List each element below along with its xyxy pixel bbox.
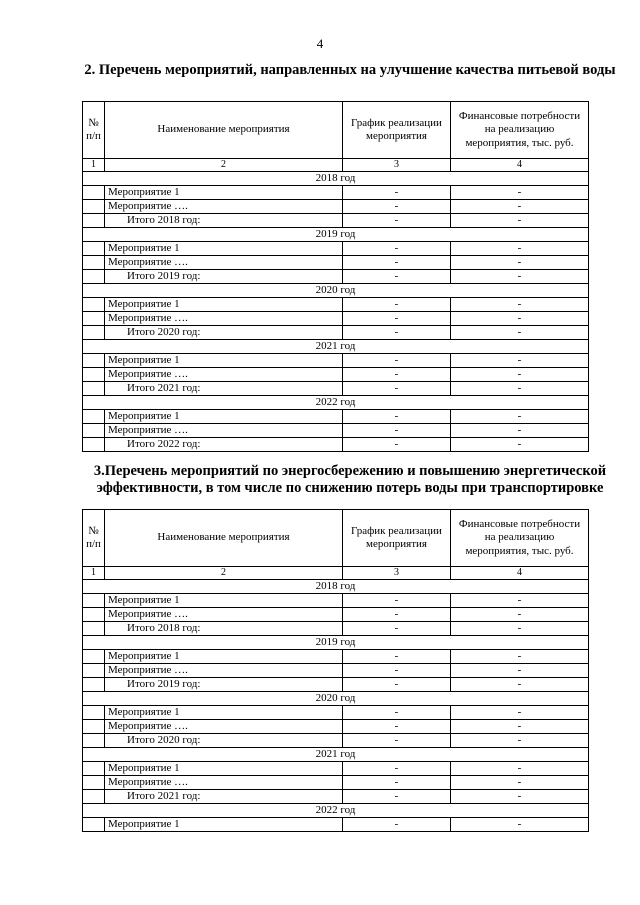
row-finance: -: [451, 678, 589, 692]
section-3-body: [83, 580, 589, 832]
column-number: 4: [451, 567, 589, 580]
row-schedule: -: [343, 650, 451, 664]
row-finance: -: [451, 608, 589, 622]
row-total-label: Итого 2019 год:: [105, 270, 343, 284]
row-activity-name: Мероприятие ….: [105, 608, 343, 622]
column-number: 1: [83, 567, 105, 580]
row-finance: -: [451, 368, 589, 382]
row-schedule: -: [343, 594, 451, 608]
row-schedule: -: [343, 776, 451, 790]
row-number: [83, 706, 105, 720]
row-finance: -: [451, 790, 589, 804]
table-row: [83, 776, 589, 790]
row-schedule: -: [343, 706, 451, 720]
section-3-title: 3.Перечень мероприятий по энергосбережению и повышению энергетической эффективности, в том числе по снижению потерь воды при транспортировке: [93, 463, 607, 496]
row-number: [83, 382, 105, 396]
table-row: [83, 734, 589, 748]
row-total-label: Итого 2018 год:: [105, 622, 343, 636]
row-number: [83, 678, 105, 692]
row-finance: -: [451, 354, 589, 368]
row-finance: -: [451, 720, 589, 734]
row-finance: -: [451, 664, 589, 678]
row-total-label: Итого 2021 год:: [105, 790, 343, 804]
year-label: 2020 год: [83, 284, 589, 298]
row-number: [83, 312, 105, 326]
row-number: [83, 270, 105, 284]
page-number: 4: [316, 36, 324, 51]
row-number: [83, 200, 105, 214]
column-number: 4: [451, 159, 589, 172]
year-group-row: [83, 172, 589, 186]
table-row: [83, 664, 589, 678]
row-finance: -: [451, 298, 589, 312]
header-schedule: График реализации мероприятия: [343, 510, 451, 567]
row-finance: -: [451, 312, 589, 326]
row-number: [83, 762, 105, 776]
table-row: [83, 678, 589, 692]
table-row: [83, 354, 589, 368]
row-schedule: -: [343, 382, 451, 396]
table-row: [83, 594, 589, 608]
row-total-label: Итого 2022 год:: [105, 438, 343, 452]
row-activity-name: Мероприятие ….: [105, 720, 343, 734]
table-row: [83, 326, 589, 340]
column-number: 1: [83, 159, 105, 172]
row-schedule: -: [343, 790, 451, 804]
year-group-row: [83, 580, 589, 594]
row-total-label: Итого 2019 год:: [105, 678, 343, 692]
row-schedule: -: [343, 664, 451, 678]
row-number: [83, 622, 105, 636]
column-number: 2: [105, 567, 343, 580]
column-number: 3: [343, 159, 451, 172]
column-number-row: [83, 159, 589, 172]
column-number-row: [83, 567, 589, 580]
row-activity-name: Мероприятие 1: [105, 818, 343, 832]
year-label: 2022 год: [83, 396, 589, 410]
row-total-label: Итого 2021 год:: [105, 382, 343, 396]
table-row: [83, 790, 589, 804]
row-schedule: -: [343, 200, 451, 214]
table-row: [83, 368, 589, 382]
row-activity-name: Мероприятие ….: [105, 200, 343, 214]
row-number: [83, 776, 105, 790]
row-number: [83, 214, 105, 228]
row-activity-name: Мероприятие 1: [105, 762, 343, 776]
row-number: [83, 354, 105, 368]
row-schedule: -: [343, 410, 451, 424]
row-finance: -: [451, 270, 589, 284]
section-2-body: [83, 172, 589, 452]
row-activity-name: Мероприятие ….: [105, 664, 343, 678]
section-2-table: [82, 101, 589, 452]
year-group-row: [83, 284, 589, 298]
row-finance: -: [451, 622, 589, 636]
table-row: [83, 622, 589, 636]
row-activity-name: Мероприятие 1: [105, 186, 343, 200]
row-schedule: -: [343, 424, 451, 438]
table-row: [83, 382, 589, 396]
row-activity-name: Мероприятие ….: [105, 256, 343, 270]
row-schedule: -: [343, 270, 451, 284]
table-row: [83, 438, 589, 452]
row-activity-name: Мероприятие 1: [105, 594, 343, 608]
table-header-row: [83, 102, 589, 159]
header-finance: Финансовые потребности на реализацию мероприятия, тыс. руб.: [451, 510, 589, 567]
row-finance: -: [451, 594, 589, 608]
year-label: 2021 год: [83, 340, 589, 354]
row-number: [83, 424, 105, 438]
table-row: [83, 256, 589, 270]
row-activity-name: Мероприятие 1: [105, 298, 343, 312]
row-schedule: -: [343, 622, 451, 636]
table-header-row: [83, 510, 589, 567]
row-schedule: -: [343, 326, 451, 340]
row-number: [83, 790, 105, 804]
row-number: [83, 664, 105, 678]
year-group-row: [83, 748, 589, 762]
row-number: [83, 298, 105, 312]
row-finance: -: [451, 242, 589, 256]
table-row: [83, 270, 589, 284]
row-number: [83, 818, 105, 832]
row-schedule: -: [343, 242, 451, 256]
year-group-row: [83, 636, 589, 650]
row-number: [83, 368, 105, 382]
year-label: 2019 год: [83, 228, 589, 242]
table-row: [83, 608, 589, 622]
row-schedule: -: [343, 186, 451, 200]
row-total-label: Итого 2020 год:: [105, 326, 343, 340]
year-group-row: [83, 396, 589, 410]
row-total-label: Итого 2020 год:: [105, 734, 343, 748]
row-schedule: -: [343, 214, 451, 228]
table-row: [83, 818, 589, 832]
header-num: № п/п: [83, 102, 105, 159]
table-row: [83, 214, 589, 228]
row-schedule: -: [343, 256, 451, 270]
row-finance: -: [451, 200, 589, 214]
table-row: [83, 762, 589, 776]
row-finance: -: [451, 762, 589, 776]
row-number: [83, 410, 105, 424]
year-group-row: [83, 340, 589, 354]
row-schedule: -: [343, 818, 451, 832]
row-number: [83, 734, 105, 748]
row-finance: -: [451, 706, 589, 720]
row-schedule: -: [343, 678, 451, 692]
row-finance: -: [451, 776, 589, 790]
row-finance: -: [451, 186, 589, 200]
row-activity-name: Мероприятие 1: [105, 706, 343, 720]
row-activity-name: Мероприятие ….: [105, 368, 343, 382]
row-activity-name: Мероприятие ….: [105, 312, 343, 326]
row-schedule: -: [343, 608, 451, 622]
row-finance: -: [451, 650, 589, 664]
row-activity-name: Мероприятие 1: [105, 650, 343, 664]
table-row: [83, 706, 589, 720]
row-schedule: -: [343, 298, 451, 312]
year-label: 2019 год: [83, 636, 589, 650]
row-number: [83, 242, 105, 256]
row-finance: -: [451, 256, 589, 270]
row-activity-name: Мероприятие ….: [105, 776, 343, 790]
row-finance: -: [451, 424, 589, 438]
row-total-label: Итого 2018 год:: [105, 214, 343, 228]
row-finance: -: [451, 410, 589, 424]
year-label: 2020 год: [83, 692, 589, 706]
row-finance: -: [451, 326, 589, 340]
row-finance: -: [451, 734, 589, 748]
table-row: [83, 298, 589, 312]
header-num: № п/п: [83, 510, 105, 567]
row-finance: -: [451, 382, 589, 396]
table-row: [83, 242, 589, 256]
row-number: [83, 256, 105, 270]
table-row: [83, 312, 589, 326]
row-schedule: -: [343, 354, 451, 368]
table-row: [83, 424, 589, 438]
row-number: [83, 326, 105, 340]
row-activity-name: Мероприятие 1: [105, 354, 343, 368]
year-group-row: [83, 692, 589, 706]
column-number: 3: [343, 567, 451, 580]
year-label: 2022 год: [83, 804, 589, 818]
row-activity-name: Мероприятие ….: [105, 424, 343, 438]
year-label: 2018 год: [83, 172, 589, 186]
row-finance: -: [451, 214, 589, 228]
table-row: [83, 720, 589, 734]
row-schedule: -: [343, 762, 451, 776]
row-activity-name: Мероприятие 1: [105, 242, 343, 256]
table-row: [83, 186, 589, 200]
row-schedule: -: [343, 312, 451, 326]
table-row: [83, 200, 589, 214]
year-group-row: [83, 228, 589, 242]
header-finance: Финансовые потребности на реализацию мероприятия, тыс. руб.: [451, 102, 589, 159]
row-number: [83, 438, 105, 452]
year-label: 2018 год: [83, 580, 589, 594]
row-finance: -: [451, 818, 589, 832]
column-number: 2: [105, 159, 343, 172]
row-finance: -: [451, 438, 589, 452]
section-3-table: [82, 509, 589, 832]
row-number: [83, 720, 105, 734]
row-number: [83, 650, 105, 664]
row-schedule: -: [343, 720, 451, 734]
row-schedule: -: [343, 438, 451, 452]
table-row: [83, 410, 589, 424]
section-2-title: 2. Перечень мероприятий, направленных на улучшение качества питьевой воды: [84, 62, 616, 78]
year-group-row: [83, 804, 589, 818]
row-schedule: -: [343, 368, 451, 382]
row-number: [83, 594, 105, 608]
header-name: Наименование мероприятия: [105, 510, 343, 567]
row-number: [83, 608, 105, 622]
row-number: [83, 186, 105, 200]
year-label: 2021 год: [83, 748, 589, 762]
header-name: Наименование мероприятия: [105, 102, 343, 159]
header-schedule: График реализации мероприятия: [343, 102, 451, 159]
row-activity-name: Мероприятие 1: [105, 410, 343, 424]
row-schedule: -: [343, 734, 451, 748]
table-row: [83, 650, 589, 664]
